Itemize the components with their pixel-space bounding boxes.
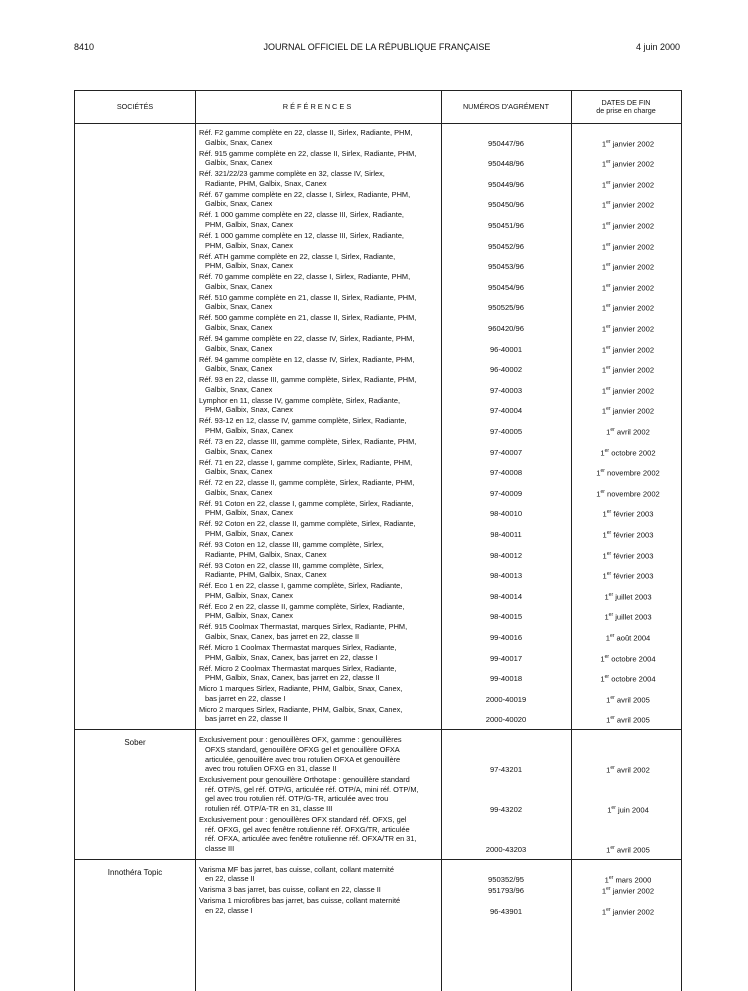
reference-line: Réf. Eco 2 en 22, classe II, gamme complète, Sirlex, Radiante, [199, 601, 405, 611]
reference-text [199, 190, 435, 209]
table-row [75, 231, 681, 250]
agrement-number: 950453/96 [488, 262, 524, 272]
reference-line: PHM, Galbix, Snax, Canex [205, 590, 293, 600]
agrement-number: 950454/96 [488, 282, 524, 292]
reference-line: classe III [205, 843, 235, 853]
end-date: 1er février 2003 [602, 529, 654, 540]
reference-line: Réf. Eco 1 en 22, classe I, gamme complète, Sirlex, Radiante, [199, 581, 403, 591]
table-row [75, 190, 681, 209]
reference-text [199, 581, 435, 600]
agrement-number: 98-40012 [489, 550, 523, 560]
end-date: 1er février 2003 [602, 550, 654, 561]
reference-line: Exclusivement pour : genouillères OFX, gamme : genouillères [199, 735, 402, 745]
reference-line: Varisma 1 microfibres bas jarret, bas cuisse, collant maternité [199, 896, 401, 906]
reference-line: Réf. 1 000 gamme complète en 12, classe III, Sirlex, Radiante, [199, 231, 404, 240]
reference-line: Varisma 3 bas jarret, bas cuisse, collant en 22, classe II [199, 885, 381, 895]
agrement-number: 960420/96 [488, 323, 524, 333]
agrement-number: 950525/96 [488, 303, 524, 313]
reference-line: Réf. 67 gamme complète en 22, classe I, Sirlex, Radiante, PHM, [199, 189, 411, 199]
reference-line: Micro 2 marques Sirlex, Radiante, PHM, Galbix, Snax, Canex, [199, 704, 403, 714]
end-date: 1er octobre 2004 [600, 674, 656, 684]
reference-line: réf. OFXG, gel avec fenêtre rotulienne réf. OFXG/TR, articulée [205, 824, 410, 834]
page-number: 8410 [74, 42, 95, 52]
end-date: 1er janvier 2002 [601, 220, 655, 231]
reference-text [199, 293, 435, 312]
table-row [75, 561, 681, 580]
end-date: 1er avril 2002 [606, 765, 650, 775]
agrement-number: 99-40018 [489, 674, 523, 684]
reference-line: Radiante, PHM, Galbix, Snax, Canex [205, 570, 327, 580]
reference-line: Réf. ATH gamme complète en 22, classe I, Sirlex, Radiante, [199, 251, 396, 261]
table-row [75, 643, 681, 662]
reference-line: Galbix, Snax, Canex [205, 158, 273, 168]
end-date: 1er mars 2000 [604, 875, 652, 885]
agrement-number: 98-40010 [489, 509, 523, 519]
issue-date: 4 juin 2000 [635, 42, 680, 52]
reference-text [199, 416, 435, 435]
reference-text [199, 458, 435, 477]
reference-text [199, 396, 435, 415]
agrement-number: 98-40015 [489, 612, 523, 622]
reference-text [199, 128, 435, 147]
table-row [75, 885, 681, 895]
reference-line: Réf. 93 Coton en 12, classe III, gamme complète, Sirlex, [199, 540, 384, 549]
reference-line: Réf. 91 Coton en 22, classe I, gamme complète, Sirlex, Radiante, [199, 498, 414, 508]
agrement-table [74, 90, 682, 991]
reference-line: Réf. 93 en 22, classe III, gamme complète, Sirlex, Radiante, PHM, [199, 375, 417, 385]
societe-name: Sober [124, 738, 146, 748]
table-row [75, 252, 681, 271]
reference-line: Réf. 93 Coton en 22, classe III, gamme complète, Sirlex, [199, 560, 384, 570]
reference-line: Réf. 71 en 22, classe I, gamme complète, Sirlex, Radiante, PHM, [199, 457, 413, 467]
table-row [75, 540, 681, 559]
reference-line: Réf. F2 gamme complète en 22, classe II, Sirlex, Radiante, PHM, [199, 128, 413, 137]
reference-text [199, 169, 435, 188]
agrement-number: 99-43202 [489, 804, 523, 814]
reference-text [199, 252, 435, 271]
end-date: 1er avril 2005 [606, 694, 650, 705]
reference-text [199, 375, 435, 394]
agrement-number: 96-40001 [489, 344, 523, 354]
table-row [75, 815, 681, 853]
reference-line: PHM, Galbix, Snax, Canex, bas jarret en 22, classe II [205, 673, 380, 683]
header-dates-title: DATES DE FIN [601, 98, 651, 107]
group-divider [75, 729, 681, 730]
reference-text [199, 885, 435, 895]
end-date: 1er janvier 2002 [601, 179, 655, 190]
agrement-number: 99-40017 [489, 653, 523, 663]
reference-text [199, 735, 435, 773]
table-row [75, 735, 681, 773]
reference-text [199, 149, 435, 168]
reference-line: PHM, Galbix, Snax, Canex [205, 528, 293, 538]
table-header [75, 91, 681, 124]
reference-line: Réf. 73 en 22, classe III, gamme complète, Sirlex, Radiante, PHM, [199, 437, 417, 446]
end-date: 1er janvier 2002 [601, 282, 655, 293]
reference-text [199, 705, 435, 724]
reference-line: Réf. 510 gamme complète en 21, classe II, Sirlex, Radiante, PHM, [199, 292, 417, 302]
table-row [75, 519, 681, 538]
table-row [75, 437, 681, 456]
agrement-number: 97-40008 [489, 468, 523, 478]
reference-line: Radiante, PHM, Galbix, Snax, Canex [205, 549, 327, 559]
reference-line: Galbix, Snax, Canex [205, 487, 273, 497]
end-date: 1er janvier 2002 [601, 138, 655, 149]
reference-line: Réf. 92 Coton en 22, classe II, gamme complète, Sirlex, Radiante, [199, 519, 416, 529]
agrement-number: 97-40009 [489, 488, 523, 498]
reference-text [199, 272, 435, 291]
agrement-number: 99-40016 [489, 632, 523, 642]
end-date: 1er juillet 2003 [604, 591, 652, 602]
end-date: 1er janvier 2002 [601, 303, 655, 313]
agrement-number: 950452/96 [488, 241, 524, 251]
reference-line: Réf. 72 en 22, classe II, gamme complète, Sirlex, Radiante, PHM, [199, 478, 415, 488]
reference-line: avec trou rotulien OFXG en 31, classe II [205, 764, 337, 774]
end-date: 1er avril 2005 [606, 844, 650, 855]
reference-line: Réf. 94 gamme complète en 12, classe IV, Sirlex, Radiante, PHM, [199, 354, 415, 364]
agrement-number: 950448/96 [488, 159, 524, 169]
reference-text [199, 519, 435, 538]
header-references: RÉFÉRENCES [282, 102, 354, 112]
reference-line: Réf. 1 000 gamme complète en 22, classe III, Sirlex, Radiante, [199, 210, 404, 220]
table-row [75, 272, 681, 291]
end-date: 1er juillet 2003 [604, 612, 652, 622]
reference-line: Exclusivement pour : genouillères OFX standard réf. OFXS, gel [199, 815, 407, 824]
table-row [75, 416, 681, 435]
reference-line: Galbix, Snax, Canex [205, 384, 273, 394]
agrement-number: 97-43201 [489, 765, 523, 775]
end-date: 1er avril 2005 [606, 715, 650, 725]
reference-line: Varisma MF bas jarret, bas cuisse, collant, collant maternité [199, 864, 394, 874]
table-row [75, 128, 681, 147]
reference-text [199, 561, 435, 580]
reference-line: Micro 1 marques Sirlex, Radiante, PHM, Galbix, Snax, Canex, [199, 684, 403, 694]
reference-line: réf. OTP/S, gel réf. OTP/G, articulée réf. OTP/A, mini réf. OTP/M, [205, 784, 419, 794]
agrement-number: 950450/96 [488, 200, 524, 210]
reference-line: PHM, Galbix, Snax, Canex [205, 240, 293, 250]
reference-line: en 22, classe II [205, 874, 255, 884]
table-row [75, 602, 681, 621]
reference-line: PHM, Galbix, Snax, Canex [205, 611, 293, 621]
reference-line: Réf. 93-12 en 12, classe IV, gamme complète, Sirlex, Radiante, [199, 416, 407, 426]
table-row [75, 896, 681, 915]
agrement-number: 951793/96 [488, 886, 524, 896]
agrement-number: 96-43901 [489, 906, 523, 916]
reference-line: Galbix, Snax, Canex [205, 446, 273, 456]
agrement-number: 97-40007 [489, 447, 523, 457]
table-row [75, 149, 681, 168]
table-row [75, 396, 681, 415]
end-date: 1er janvier 2002 [601, 906, 655, 917]
reference-text [199, 865, 435, 884]
reference-line: PHM, Galbix, Snax, Canex [205, 405, 293, 415]
reference-line: bas jarret en 22, classe I [205, 693, 286, 703]
reference-line: Réf. 70 gamme complète en 22, classe I, Sirlex, Radiante, PHM, [199, 272, 411, 282]
end-date: 1er janvier 2002 [601, 886, 655, 896]
reference-line: articulée, genouillère avec trou rotulien OFXA et genouillère [205, 754, 401, 764]
reference-line: PHM, Galbix, Snax, Canex [205, 508, 293, 518]
reference-text [199, 664, 435, 683]
header-dates [571, 91, 681, 123]
agrement-number: 97-40005 [489, 426, 523, 436]
reference-line: Réf. 94 gamme complète en 22, classe IV, Sirlex, Radiante, PHM, [199, 334, 415, 343]
end-date: 1er juin 2004 [607, 804, 649, 815]
end-date: 1er janvier 2002 [601, 385, 655, 396]
reference-text [199, 231, 435, 250]
table-row [75, 293, 681, 312]
table-row [75, 355, 681, 374]
agrement-number: 98-40011 [490, 529, 522, 539]
table-row [75, 705, 681, 724]
reference-line: bas jarret en 22, classe II [205, 714, 288, 724]
reference-line: Lymphor en 11, classe IV, gamme complète, Sirlex, Radiante, [199, 395, 401, 405]
group-divider [75, 859, 681, 860]
agrement-number: 97-40003 [489, 385, 523, 395]
end-date: 1er août 2004 [605, 632, 651, 643]
reference-text [199, 499, 435, 518]
reference-line: Galbix, Snax, Canex, bas jarret en 22, classe II [205, 631, 360, 641]
end-date: 1er janvier 2002 [601, 406, 655, 416]
reference-text [199, 540, 435, 559]
reference-line: Réf. 915 gamme complète en 22, classe II, Sirlex, Radiante, PHM, [199, 148, 417, 158]
reference-line: Exclusivement pour genouillère Orthotape : genouillère standard [199, 775, 410, 785]
reference-line: Réf. 915 Coolmax Thermastat, marques Sirlex, Radiante, PHM, [199, 622, 408, 632]
reference-line: en 22, classe I [205, 905, 253, 915]
agrement-number: 950352/95 [488, 875, 524, 885]
agrement-number: 2000-43203 [485, 844, 527, 854]
reference-line: Galbix, Snax, Canex [205, 281, 273, 291]
reference-text [199, 478, 435, 497]
reference-line: Radiante, PHM, Galbix, Snax, Canex [205, 178, 327, 188]
end-date: 1er novembre 2002 [596, 488, 660, 499]
reference-text [199, 815, 435, 853]
agrement-number: 98-40013 [489, 571, 523, 581]
journal-title: JOURNAL OFFICIEL DE LA RÉPUBLIQUE FRANÇAISE [263, 42, 491, 52]
table-row [75, 622, 681, 641]
reference-line: Galbix, Snax, Canex [205, 343, 273, 353]
table-row [75, 478, 681, 497]
societe-name: Innothéra Topic [107, 867, 163, 877]
page-header [74, 42, 680, 56]
reference-text [199, 437, 435, 456]
end-date: 1er octobre 2002 [600, 447, 656, 458]
table-row [75, 865, 681, 884]
reference-text [199, 355, 435, 374]
table-row [75, 458, 681, 477]
header-dates-subtitle: de prise en charge [596, 106, 656, 115]
reference-line: Galbix, Snax, Canex [205, 199, 273, 209]
agrement-number: 2000-40019 [485, 694, 527, 704]
reference-text [199, 602, 435, 621]
agrement-number: 96-40002 [489, 365, 523, 375]
end-date: 1er avril 2002 [606, 426, 650, 437]
agrement-number: 950447/96 [488, 138, 524, 148]
agrement-number: 950451/96 [488, 220, 524, 230]
table-row [75, 169, 681, 188]
reference-line: gel avec trou rotulien réf. OTP/G-TR, articulée avec trou [205, 794, 389, 804]
reference-text [199, 334, 435, 353]
end-date: 1er janvier 2002 [601, 241, 655, 252]
agrement-number: 98-40014 [489, 591, 523, 601]
end-date: 1er janvier 2002 [601, 200, 655, 210]
end-date: 1er février 2003 [602, 571, 654, 581]
reference-line: rotulien réf. OTP/A-TR en 31, classe III [205, 803, 333, 813]
reference-text [199, 896, 435, 915]
reference-text [199, 775, 435, 813]
end-date: 1er janvier 2002 [601, 159, 655, 169]
reference-line: PHM, Galbix, Snax, Canex [205, 219, 293, 229]
reference-line: Galbix, Snax, Canex [205, 137, 273, 147]
header-societes: SOCIÉTÉS [116, 102, 154, 111]
table-row [75, 313, 681, 332]
reference-line: Réf. 321/22/23 gamme complète en 32, classe IV, Sirlex, [199, 169, 385, 179]
reference-line: Galbix, Snax, Canex [205, 467, 273, 477]
end-date: 1er janvier 2002 [601, 365, 655, 375]
reference-line: Réf. Micro 1 Coolmax Thermastat marques Sirlex, Radiante, [199, 643, 397, 652]
reference-text [199, 684, 435, 703]
end-date: 1er février 2003 [602, 509, 654, 519]
end-date: 1er janvier 2002 [601, 323, 655, 334]
end-date: 1er janvier 2002 [601, 262, 655, 272]
end-date: 1er janvier 2002 [601, 344, 655, 355]
table-row [75, 775, 681, 813]
end-date: 1er novembre 2002 [596, 468, 660, 478]
reference-line: Réf. 500 gamme complète en 21, classe II, Sirlex, Radiante, PHM, [199, 313, 417, 323]
reference-text [199, 313, 435, 332]
table-row [75, 581, 681, 600]
reference-line: Galbix, Snax, Canex [205, 364, 273, 374]
reference-line: PHM, Galbix, Snax, Canex [205, 261, 293, 271]
agrement-number: 950449/96 [488, 179, 524, 189]
table-row [75, 499, 681, 518]
reference-line: Réf. Micro 2 Coolmax Thermastat marques Sirlex, Radiante, [199, 663, 397, 673]
table-row [75, 375, 681, 394]
reference-line: Galbix, Snax, Canex [205, 322, 273, 332]
agrement-number: 97-40004 [489, 406, 523, 416]
end-date: 1er octobre 2004 [600, 653, 656, 664]
agrement-number: 2000-40020 [485, 715, 527, 725]
reference-line: Galbix, Snax, Canex [205, 302, 273, 312]
reference-text [199, 622, 435, 641]
reference-text [199, 643, 435, 662]
reference-line: réf. OFXA, articulée avec fenêtre rotulienne réf. OFXA/TR en 31, [205, 834, 417, 844]
table-row [75, 210, 681, 229]
table-row [75, 664, 681, 683]
reference-text [199, 210, 435, 229]
table-row [75, 334, 681, 353]
reference-line: OFXS standard, genouillère OFXG gel et genouillère OFXA [205, 744, 400, 754]
reference-line: PHM, Galbix, Snax, Canex, bas jarret en 22, classe I [205, 652, 378, 662]
table-row [75, 684, 681, 703]
reference-line: PHM, Galbix, Snax, Canex [205, 425, 293, 435]
header-numeros: NUMÉROS D'AGRÉMENT [462, 102, 550, 111]
